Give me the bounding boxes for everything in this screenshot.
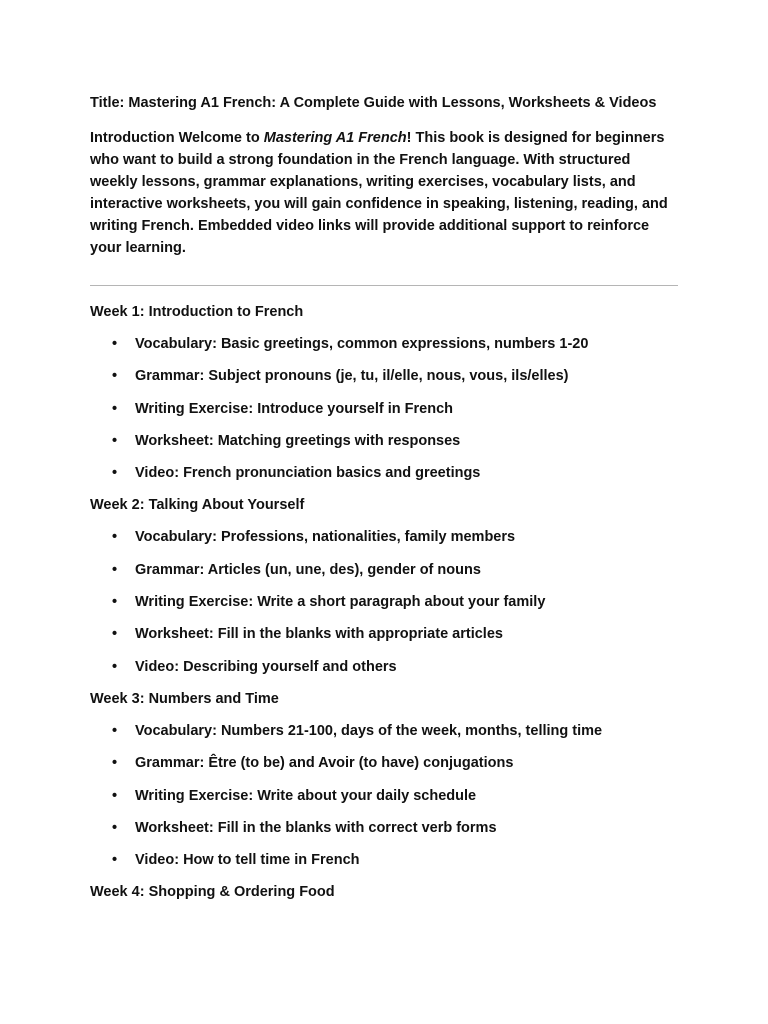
list-item-text: Vocabulary: Professions, nationalities, family members bbox=[135, 529, 516, 546]
list-item-text: Writing Exercise: Write about your daily schedule bbox=[135, 787, 477, 804]
bullet-icon: • bbox=[112, 819, 118, 836]
week-section bbox=[90, 495, 678, 676]
document-title: Title: Mastering A1 French: A Complete Guide with Lessons, Worksheets & Videos bbox=[90, 95, 657, 111]
list-item bbox=[90, 560, 678, 580]
list-item bbox=[90, 818, 678, 838]
bullet-icon: • bbox=[112, 400, 118, 417]
bullet-icon: • bbox=[112, 787, 118, 804]
bullet-icon: • bbox=[112, 368, 118, 385]
week-item-list bbox=[90, 721, 678, 870]
bullet-icon: • bbox=[112, 336, 118, 352]
list-item-text: Video: French pronunciation basics and greetings bbox=[135, 465, 481, 482]
list-item bbox=[90, 399, 678, 419]
intro-body: ! This book is designed for beginners who want to build a strong foundation in the French language. With structured weekly lessons, grammar explanations, writing exercises, vocabulary lists, and interactive worksheets, you will gain confidence in speaking, listening, reading, and writing French. Embedded video links will provide additional support to reinforce your learning. bbox=[90, 130, 668, 256]
week-section bbox=[90, 882, 678, 902]
list-item-text: Worksheet: Fill in the blanks with appropriate articles bbox=[135, 626, 503, 643]
section-divider bbox=[90, 285, 678, 286]
list-item-text: Worksheet: Matching greetings with responses bbox=[135, 432, 461, 449]
list-item bbox=[90, 334, 678, 354]
intro-lead: Introduction Welcome to bbox=[90, 130, 264, 146]
bullet-icon: • bbox=[112, 594, 118, 611]
week-section bbox=[90, 689, 678, 870]
bullet-icon: • bbox=[112, 626, 118, 643]
list-item bbox=[90, 624, 678, 644]
list-item bbox=[90, 753, 678, 773]
list-item-text: Writing Exercise: Write a short paragraph about your family bbox=[135, 594, 546, 611]
bullet-icon: • bbox=[112, 432, 118, 449]
list-item-text: Writing Exercise: Introduce yourself in French bbox=[135, 400, 453, 417]
week-heading: Week 1: Introduction to French bbox=[90, 304, 304, 320]
bullet-icon: • bbox=[112, 529, 118, 546]
list-item bbox=[90, 850, 678, 870]
list-item bbox=[90, 592, 678, 612]
list-item-text: Grammar: Subject pronouns (je, tu, il/elle, nous, vous, ils/elles) bbox=[135, 368, 569, 385]
bullet-icon: • bbox=[112, 852, 118, 869]
list-item bbox=[90, 366, 678, 386]
list-item bbox=[90, 463, 678, 483]
bullet-icon: • bbox=[112, 465, 118, 482]
list-item-text: Vocabulary: Numbers 21-100, days of the week, months, telling time bbox=[135, 722, 603, 739]
bullet-icon: • bbox=[112, 561, 118, 578]
list-item-text: Video: How to tell time in French bbox=[135, 852, 360, 869]
list-item-text: Worksheet: Fill in the blanks with correct verb forms bbox=[135, 819, 497, 836]
intro-book-title: Mastering A1 French bbox=[263, 130, 407, 146]
week-heading: Week 4: Shopping & Ordering Food bbox=[90, 884, 335, 901]
list-item bbox=[90, 786, 678, 806]
bullet-icon: • bbox=[112, 755, 118, 772]
week-item-list bbox=[90, 527, 678, 676]
week-section bbox=[90, 302, 678, 483]
bullet-icon: • bbox=[112, 658, 118, 675]
list-item bbox=[90, 431, 678, 451]
introduction-paragraph bbox=[90, 127, 678, 259]
list-item-text: Vocabulary: Basic greetings, common expressions, numbers 1-20 bbox=[135, 336, 589, 352]
week-heading: Week 3: Numbers and Time bbox=[90, 690, 279, 707]
week-heading: Week 2: Talking About Yourself bbox=[90, 497, 305, 514]
list-item-text: Video: Describing yourself and others bbox=[135, 658, 397, 675]
bullet-icon: • bbox=[112, 722, 118, 739]
list-item-text: Grammar: Être (to be) and Avoir (to have) conjugations bbox=[135, 755, 514, 772]
list-item bbox=[90, 721, 678, 741]
list-item-text: Grammar: Articles (un, une, des), gender of nouns bbox=[135, 561, 481, 578]
weekly-lessons bbox=[90, 302, 678, 902]
list-item bbox=[90, 527, 678, 547]
list-item bbox=[90, 657, 678, 677]
week-item-list bbox=[90, 334, 678, 483]
